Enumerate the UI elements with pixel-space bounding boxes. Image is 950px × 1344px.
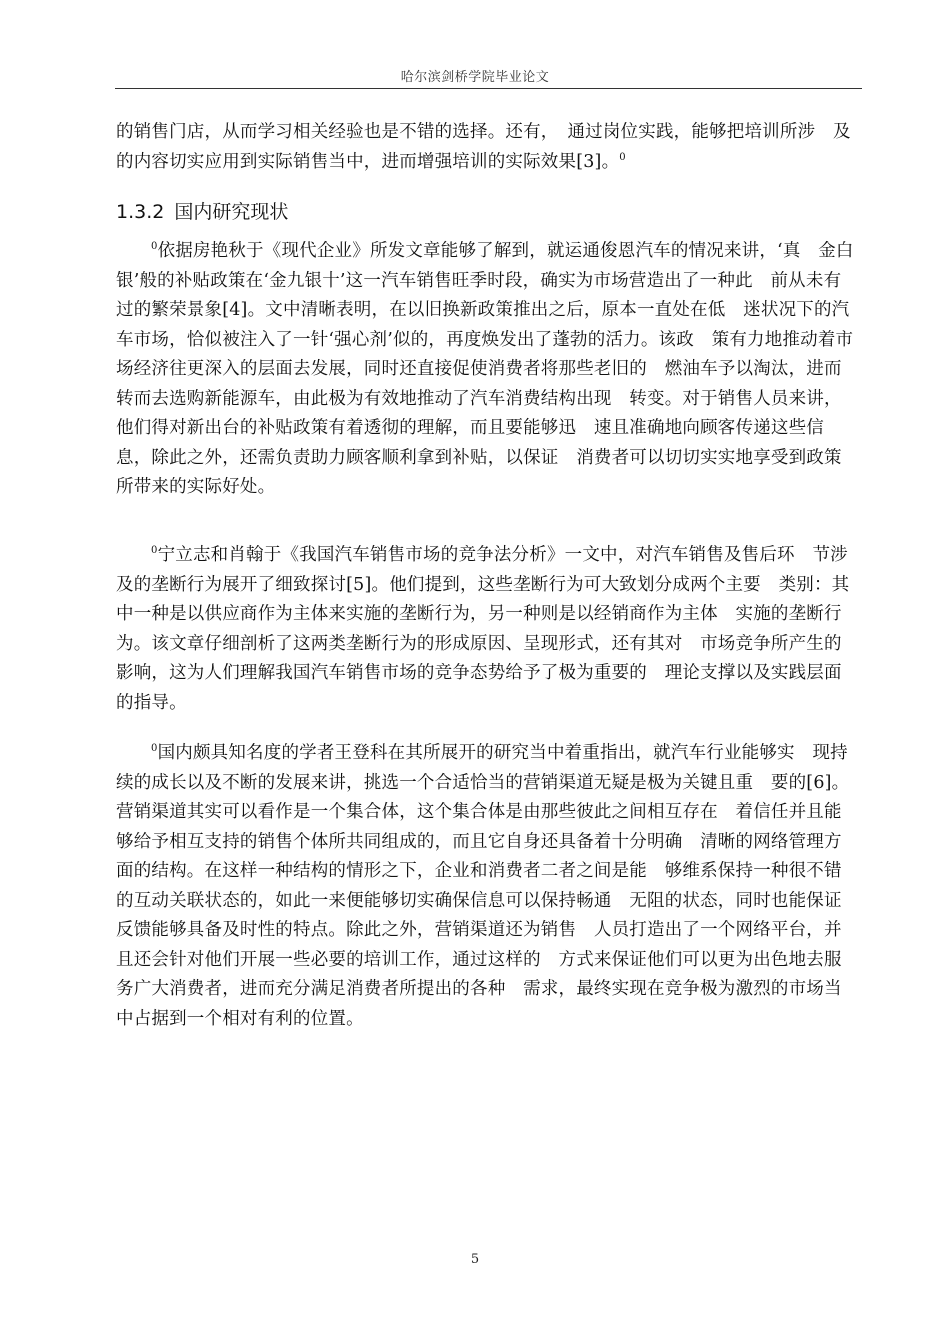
paragraph-text: 国内颇具知名度的学者王登科在其所展开的研究当中着重指出，就汽车行业能够实 现持续的成长以及不断的发展来讲，挑选一个合适恰当的营销渠道无疑是极为关键且重 要的[6]。营销渠道其实可以看作是一个集合体，这个集合体是由那些彼此之间相互存在 着信任并且能够给予相互支持的销售个体所共同组成的，而且它自身还具备着十分明确 清晰的网络管理方面的结构。在这样一种结构的情形之下，企业和消费者二者之间是能 够维系保持一种很不错的互动关联状态的，如此一来便能够切实确保信息可以保持畅通 无阻的状态，同时也能保证反馈能够具备及时性的特点。除此之外，营销渠道还为销售 人员打造出了一个网络平台，并且还会针对他们开展一些必要的培训工作，通过这样的 方式来保证他们可以更为出色地去服务广大消费者，进而充分满足消费者所提出的各种 需求，最终实现在竞争极为激烈的市场当中占据到一个相对有利的位置。 [116,743,850,1029]
paragraph-text: 依据房艳秋于《现代企业》所发文章能够了解到，就运通俊恩汽车的情况来讲，‘真 金白银’般的补贴政策在‘金九银十’这一汽车销售旺季时段，确实为市场营造出了一种此 前从未有过的繁荣景象[4]。文中清晰表明，在以旧换新政策推出之后，原本一直处在低 迷状况下的汽车市场，恰似被注入了一针‘强心剂’似的，再度焕发出了蓬勃的活力。该政 策有力地推动着市场经济往更深入的层面去发展，同时还直接促使消费者将那些老旧的 燃油车予以淘汰，进而转而去选购新能源车，由此极为有效地推动了汽车消费结构出现 转变。对于销售人员来讲，他们得对新出台的补贴政策有着透彻的理解，而且要能够迅 速且准确地向顾客传递这些信息，除此之外，还需负责助力顾客顺利拿到补贴，以保证 消费者可以切切实实地享受到政策所带来的实际好处。 [116,241,854,497]
section-title: 国内研究现状 [174,201,289,223]
footnote-marker: 0 [151,241,158,252]
paragraph-2-block [116,541,856,718]
paragraph [116,237,856,503]
footnote-marker: 0 [151,545,158,556]
continuation-block [116,118,856,177]
section-number: 1.3.2 [116,201,165,223]
paragraph [116,541,856,718]
section-heading [116,197,288,224]
paragraph-1-block [116,237,856,503]
footnote-marker: 0 [151,743,158,754]
footnote-marker: 0 [619,151,626,163]
paragraph-text: 宁立志和肖翰于《我国汽车销售市场的竞争法分析》一文中，对汽车销售及售后环 节涉及的垄断行为展开了细致探讨[5]。他们提到，这些垄断行为可大致划分成两个主要 类别：其中一种是以供应商作为主体来实施的垄断行为，另一种则是以经销商作为主体 实施的垄断行为。该文章仔细剖析了这两类垄断行为的形成原因、呈现形式，还有其对 市场竞争所产生的影响，这为人们理解我国汽车销售市场的竞争态势给予了极为重要的 理论支撑以及实践层面的指导。 [116,545,850,713]
header-rule [115,88,862,89]
paragraph [116,739,856,1034]
page-number: 5 [470,1252,480,1267]
continuation-paragraph [116,118,856,177]
paragraph-3-block [116,739,856,1034]
continuation-text: 的销售门店，从而学习相关经验也是不错的选择。还有， 通过岗位实践，能够把培训所涉 及的内容切实应用到实际销售当中，进而增强培训的实际效果[3]。 [116,122,851,172]
running-header: 哈尔滨剑桥学院毕业论文 [400,70,550,85]
